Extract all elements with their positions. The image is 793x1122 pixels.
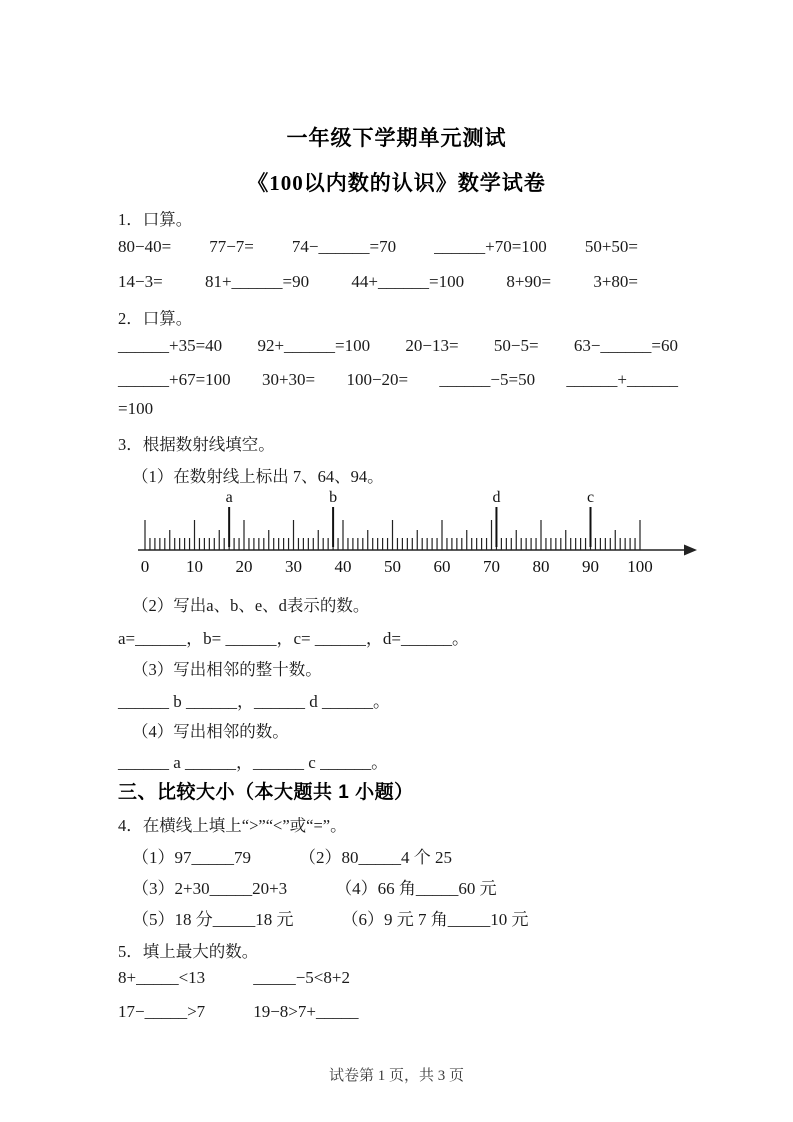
doc-title-line-2: 《100以内数的认识》数学试卷 [247,171,546,195]
number-line-svg [128,486,718,582]
svg-text:60: 60 [433,557,451,576]
q1-label: 1．口算。 [118,210,193,229]
math-expression: 81+______=90 [204,272,310,291]
math-expression: 14−3= [118,272,163,291]
svg-text:10: 10 [186,557,203,576]
number-line-figure [128,486,718,582]
math-expression: 50+50= [584,237,638,256]
q3-label: 3．根据数射线填空。 [118,435,275,454]
math-expression: ______+35=40 [118,336,223,355]
svg-text:d: d [492,489,501,506]
math-expression: 92+______=100 [257,336,371,355]
math-expression: 77−7= [209,237,254,256]
math-expression: （4）66 角_____60 元 [335,879,497,898]
svg-text:100: 100 [627,557,653,576]
svg-text:0: 0 [140,557,150,576]
q3-part-2-blanks: a=______，b= ______，c= ______，d=______。 [118,629,469,648]
math-expression: ______−5=50 [439,370,536,389]
math-expression: 19−8>7+_____ [253,1002,359,1021]
math-expression: 20−13= [405,336,459,355]
math-expression: _____−5<8+2 [253,968,350,987]
svg-text:80: 80 [532,557,550,576]
q1-row-1 [118,237,638,257]
q2-label: 2．口算。 [118,309,193,328]
math-expression: 30+30= [261,370,316,389]
q5-row-1 [118,968,678,988]
math-expression: （6）9 元 7 角_____10 元 [341,910,529,929]
svg-text:a: a [225,489,233,506]
math-expression: （2）80_____4 个 25 [299,848,452,867]
math-expression: 80−40= [118,237,172,256]
math-expression: 100−20= [346,370,409,389]
svg-text:90: 90 [582,557,599,576]
q4-row-3 [118,905,678,930]
section-3-heading: 三、比较大小（本大题共 1 小题） [118,782,414,803]
q3-part-3-blanks: ______ b ______，______ d ______。 [118,692,390,711]
q4-row-1 [118,843,678,868]
math-expression: （5）18 分_____18 元 [132,910,294,929]
svg-text:70: 70 [483,557,500,576]
q3-part-3: （3）写出相邻的整十数。 [132,660,322,679]
math-expression: 74−______=70 [291,237,397,256]
math-expression: 17−_____>7 [118,1002,206,1021]
math-expression: 63−______=60 [573,336,678,355]
math-expression: 3+80= [593,272,638,291]
q3-part-4: （4）写出相邻的数。 [132,722,289,741]
q3-part-1: （1）在数射线上标出 7、64、94。 [132,467,384,486]
math-expression: 50−5= [493,336,539,355]
q2-row-3: =100 [118,399,154,418]
q4-row-2 [118,874,678,899]
q3-part-2: （2）写出a、b、e、d表示的数。 [132,596,370,615]
svg-text:40: 40 [334,557,352,576]
math-expression: 44+______=100 [351,272,465,291]
doc-title-line-1: 一年级下学期单元测试 [286,126,507,150]
math-expression: 8+_____<13 [118,968,206,987]
math-expression: ______+______ [566,370,678,389]
q3-part-4-blanks: ______ a ______，______ c ______。 [118,753,389,772]
svg-text:20: 20 [235,557,253,576]
math-expression: （3）2+30_____20+3 [132,879,288,898]
q4-label: 4．在横线上填上“>”“<”或“=”。 [118,816,347,835]
q5-row-2 [118,1002,678,1022]
math-expression: ______+67=100 [118,370,231,389]
q1-row-2 [118,272,638,292]
math-expression: ______+70=100 [434,237,547,256]
math-expression: （1）97_____79 [132,848,251,867]
q5-label: 5．填上最大的数。 [118,942,259,961]
svg-text:50: 50 [384,557,401,576]
q2-row-1 [118,336,678,356]
page-footer: 试卷第 1 页，共 3 页 [328,1068,464,1084]
svg-text:30: 30 [285,557,302,576]
svg-text:c: c [586,489,595,506]
svg-text:b: b [329,489,338,506]
q2-row-2 [118,370,678,390]
math-expression: 8+90= [506,272,552,291]
